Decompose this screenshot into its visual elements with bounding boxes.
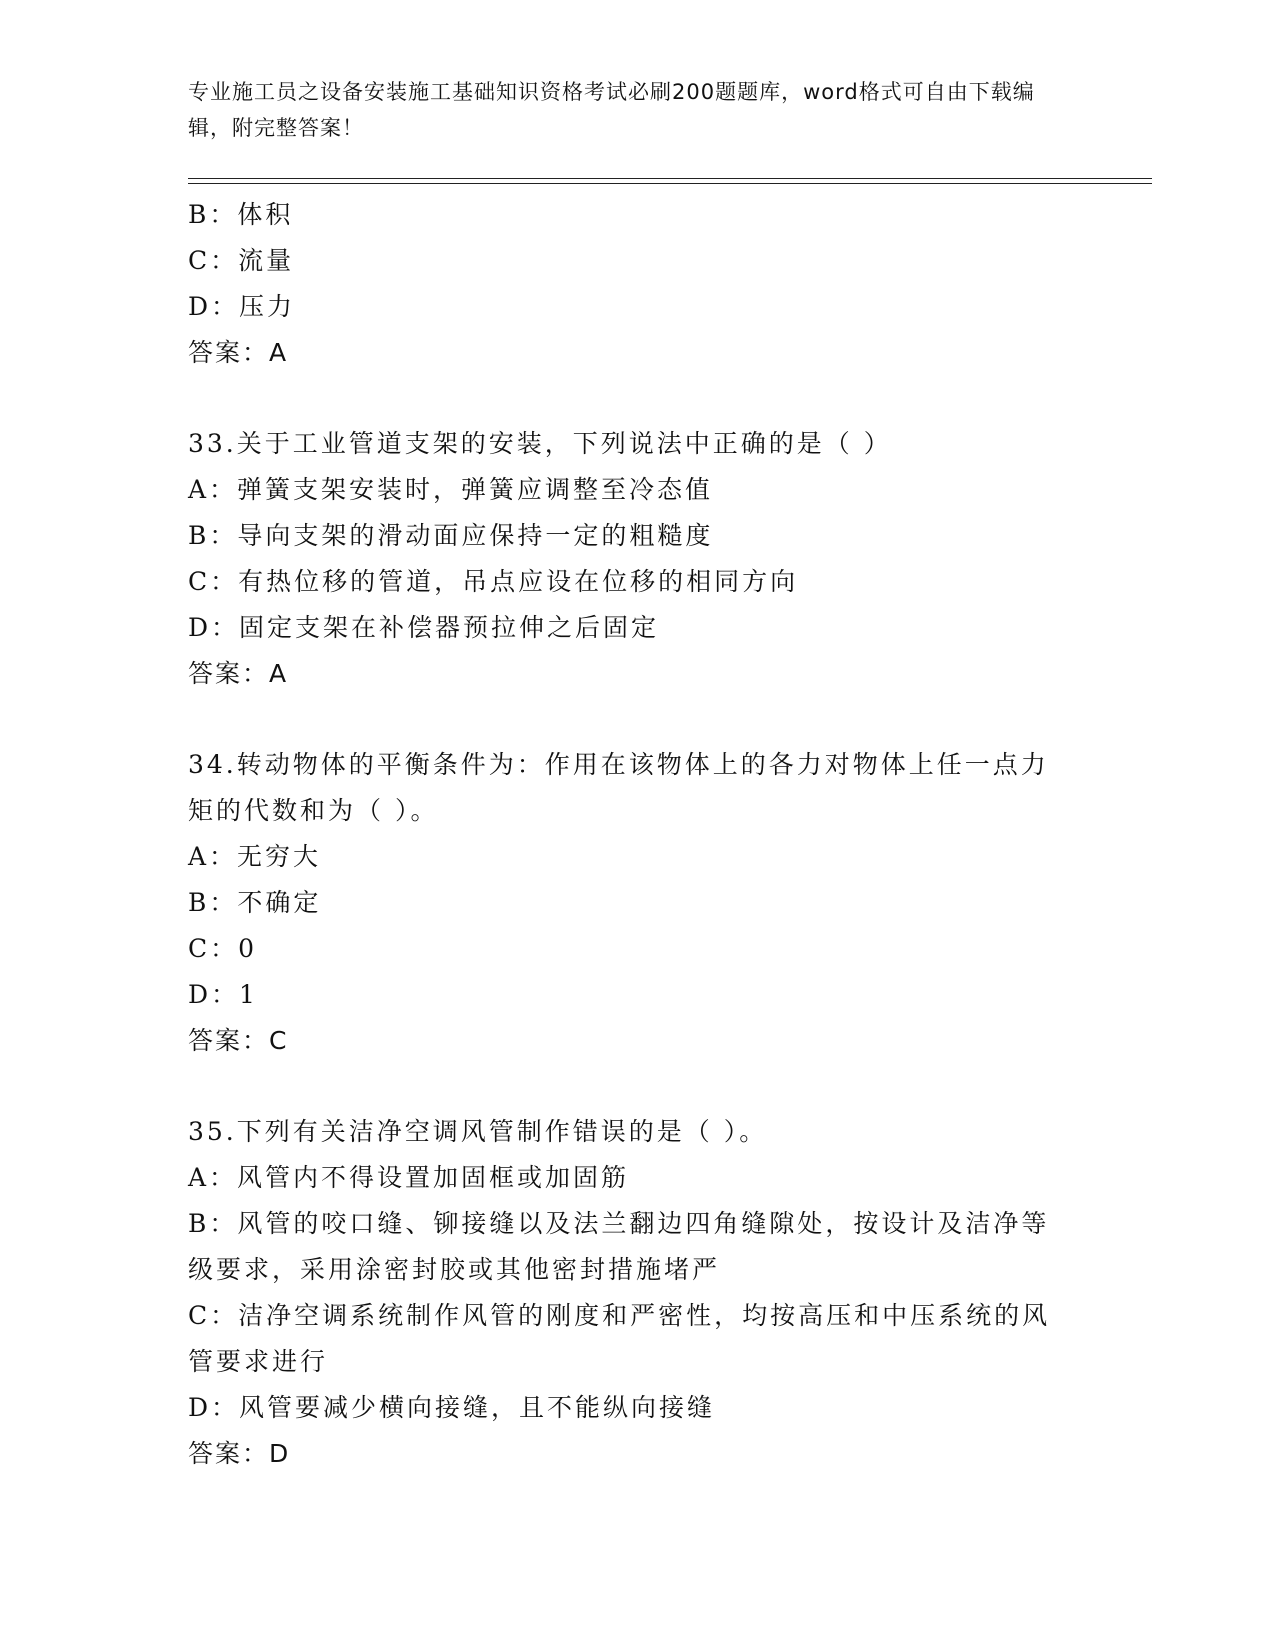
option-c: C：有热位移的管道，吊点应设在位移的相同方向	[188, 567, 799, 596]
question-block-prev	[188, 192, 1068, 376]
option-b: B：导向支架的滑动面应保持一定的粗糙度	[188, 521, 714, 550]
option-a: A：风管内不得设置加固框或加固筋	[188, 1163, 630, 1192]
question-list	[188, 192, 1068, 1477]
answer-line: 答案：D	[188, 1439, 291, 1468]
option-d: D：固定支架在补偿器预拉伸之后固定	[188, 613, 660, 642]
option-d: D：1	[188, 980, 258, 1009]
option-a: A：无穷大	[188, 842, 322, 871]
page-header-title: 专业施工员之设备安装施工基础知识资格考试必刷200题题库，word格式可自由下载编辑，附完整答案！	[188, 80, 1035, 140]
question-stem: 35.下列有关洁净空调风管制作错误的是（ ）。	[188, 1117, 768, 1146]
option-b: B：风管的咬口缝、铆接缝以及法兰翻边四角缝隙处，按设计及洁净等级要求，采用涂密封胶或其他密封措施堵严	[188, 1209, 1050, 1284]
question-block-35	[188, 1109, 1068, 1477]
option-b: B：不确定	[188, 888, 322, 917]
answer-line: 答案：A	[188, 338, 289, 367]
option-c: C：0	[188, 934, 258, 963]
question-stem: 33.关于工业管道支架的安装，下列说法中正确的是（ ）	[188, 429, 892, 458]
question-block-33	[188, 421, 1068, 697]
option-c: C：洁净空调系统制作风管的刚度和严密性，均按高压和中压系统的风管要求进行	[188, 1301, 1051, 1376]
answer-line: 答案：A	[188, 659, 289, 688]
option-d: D：压力	[188, 292, 296, 321]
option-c: C：流量	[188, 246, 295, 275]
option-a: A：弹簧支架安装时，弹簧应调整至冷态值	[188, 475, 714, 504]
option-d: D：风管要减少横向接缝，且不能纵向接缝	[188, 1393, 716, 1422]
answer-line: 答案：C	[188, 1026, 289, 1055]
header-divider	[188, 178, 1152, 184]
option-b: B：体积	[188, 200, 294, 229]
question-stem: 34.转动物体的平衡条件为：作用在该物体上的各力对物体上任一点力矩的代数和为（ ）。	[188, 750, 1049, 825]
question-block-34	[188, 742, 1068, 1064]
